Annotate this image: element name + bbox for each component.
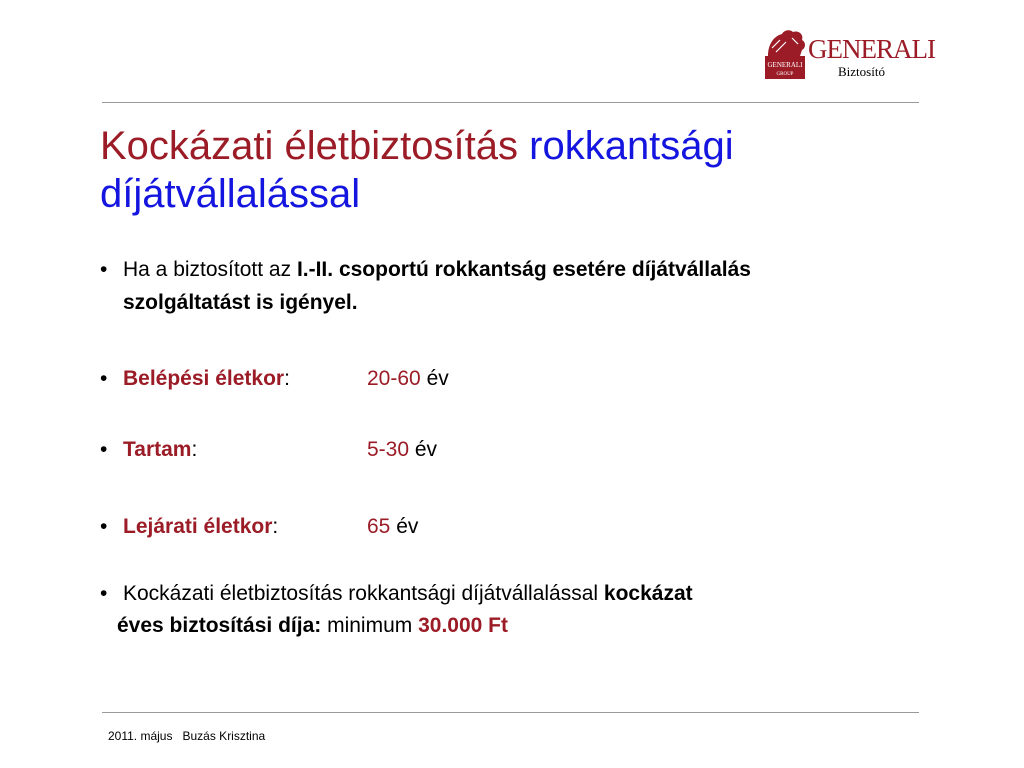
premium-line-1 (123, 577, 693, 610)
maturity-age-value: 65 (367, 515, 391, 538)
bullet-dot: • (100, 515, 108, 538)
bullet-dot: • (100, 258, 108, 281)
bullet-text-bold-1: I.-II. csoportú rokkantság esetére díjátvállalás (296, 258, 751, 281)
maturity-age-label-group (123, 510, 278, 543)
bullet-dot: • (100, 438, 108, 461)
footer (108, 728, 265, 744)
bullet-text (123, 253, 751, 319)
entry-age-unit: év (426, 367, 449, 390)
footer-author: Buzás Krisztina (182, 729, 266, 743)
term-value: 5-30 (367, 438, 410, 461)
title-part-1: Kockázati életbiztosítás (100, 124, 518, 168)
term-colon: : (191, 438, 198, 461)
footer-divider (102, 712, 919, 713)
logo-subtitle: Biztosító (838, 64, 885, 79)
term-label: Tartam (123, 438, 192, 461)
maturity-age-label: Lejárati életkor (123, 515, 273, 538)
maturity-age-unit: év (396, 515, 419, 538)
logo-wordmark: GENERALI (808, 34, 935, 64)
footer-date: 2011. május (108, 729, 173, 743)
badge-line1: GENERALI (767, 61, 803, 69)
term-unit: év (414, 438, 438, 461)
bullet-dot: • (100, 367, 108, 390)
bullet-dot: • (100, 582, 108, 605)
entry-age-colon: : (284, 367, 290, 390)
entry-age-label-group (123, 362, 290, 395)
premium-minimum-text: minimum (327, 614, 413, 637)
premium-line-2 (117, 609, 508, 642)
bullet-text-bold-2: szolgáltatást is igényel. (123, 291, 358, 314)
title-part-2: rokkantsági díjátvállalással (100, 124, 734, 216)
premium-text-normal: Kockázati életbiztosítás rokkantsági díjátvállalással (123, 582, 599, 605)
bullet-text-normal: Ha a biztosított az (123, 258, 292, 281)
entry-age-value-group (367, 362, 449, 395)
entry-age-label: Belépési életkor (123, 367, 285, 390)
maturity-age-value-group (367, 510, 418, 543)
term-label-group (123, 433, 197, 466)
term-value-group (367, 433, 437, 466)
premium-text-bold: kockázat (603, 582, 693, 605)
maturity-age-colon: : (272, 515, 279, 538)
premium-amount: 30.000 Ft (418, 614, 508, 637)
premium-label-bold: éves biztosítási díja: (117, 614, 322, 637)
badge-line2: GROUP (776, 72, 794, 77)
generali-logo (762, 26, 935, 80)
entry-age-value: 20-60 (367, 367, 421, 390)
slide-title (100, 122, 940, 218)
header-divider (102, 102, 919, 103)
lion-emblem-icon (762, 26, 808, 80)
